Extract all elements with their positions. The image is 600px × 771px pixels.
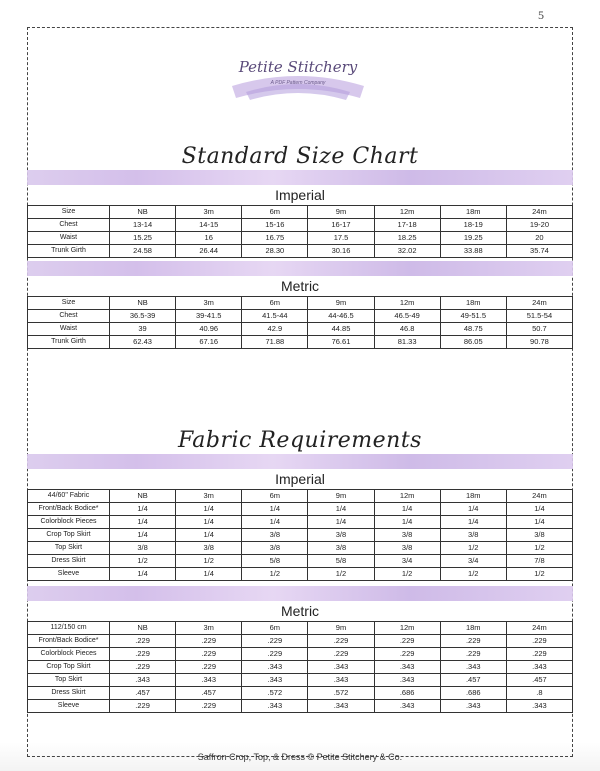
table-cell: 1/2 bbox=[506, 542, 572, 555]
table-header-cell: 24m bbox=[506, 297, 572, 310]
table-cell: 15-16 bbox=[242, 219, 308, 232]
table-header-row bbox=[28, 490, 573, 503]
table-cell: Top Skirt bbox=[28, 542, 110, 555]
table-cell: .229 bbox=[242, 635, 308, 648]
table-cell: .229 bbox=[374, 635, 440, 648]
table-cell: 33.88 bbox=[440, 245, 506, 258]
table-cell: 26.44 bbox=[176, 245, 242, 258]
table-cell: 17.5 bbox=[308, 232, 374, 245]
table-header-cell: 24m bbox=[506, 622, 572, 635]
table-cell: 1/4 bbox=[110, 516, 176, 529]
table-cell: 1/2 bbox=[308, 568, 374, 581]
table-cell: .343 bbox=[374, 700, 440, 713]
table-cell: 3/8 bbox=[308, 542, 374, 555]
table-header-cell: NB bbox=[110, 297, 176, 310]
table-row bbox=[28, 232, 573, 245]
table-cell: .229 bbox=[176, 635, 242, 648]
fabric-band bbox=[27, 454, 573, 469]
table-row bbox=[28, 568, 573, 581]
table-header-cell: 9m bbox=[308, 490, 374, 503]
table-cell: .343 bbox=[440, 700, 506, 713]
table-header-row bbox=[28, 622, 573, 635]
table-header-cell: NB bbox=[110, 622, 176, 635]
table-cell: 35.74 bbox=[506, 245, 572, 258]
table-cell: .343 bbox=[506, 700, 572, 713]
table-cell: Dress Skirt bbox=[28, 555, 110, 568]
logo-title: Petite Stitchery bbox=[238, 58, 358, 76]
table-cell: 3/8 bbox=[242, 542, 308, 555]
table-cell: 28.30 bbox=[242, 245, 308, 258]
table-cell: .343 bbox=[308, 674, 374, 687]
table-cell: Chest bbox=[28, 219, 110, 232]
table-header-cell: 9m bbox=[308, 206, 374, 219]
table-header-cell: 18m bbox=[440, 622, 506, 635]
table-cell: .229 bbox=[176, 661, 242, 674]
table-cell: 1/4 bbox=[242, 503, 308, 516]
table-cell: .229 bbox=[308, 635, 374, 648]
table-header-cell: 12m bbox=[374, 297, 440, 310]
table-cell: 42.9 bbox=[242, 323, 308, 336]
table-cell: 41.5-44 bbox=[242, 310, 308, 323]
fabric-metric-table bbox=[27, 621, 573, 713]
table-cell: 1/2 bbox=[440, 542, 506, 555]
table-header-cell: 24m bbox=[506, 490, 572, 503]
table-row bbox=[28, 555, 573, 568]
table-cell: 1/2 bbox=[440, 568, 506, 581]
table-cell: .229 bbox=[440, 648, 506, 661]
table-row bbox=[28, 687, 573, 700]
table-row bbox=[28, 219, 573, 232]
table-cell: .8 bbox=[506, 687, 572, 700]
table-cell: 18.25 bbox=[374, 232, 440, 245]
table-row bbox=[28, 310, 573, 323]
table-row bbox=[28, 648, 573, 661]
table-cell: .572 bbox=[308, 687, 374, 700]
table-cell: Colorblock Pieces bbox=[28, 516, 110, 529]
table-cell: Front/Back Bodice* bbox=[28, 635, 110, 648]
logo-subtitle: A PDF Pattern Company bbox=[270, 80, 326, 86]
table-row bbox=[28, 245, 573, 258]
table-cell: Waist bbox=[28, 232, 110, 245]
table-cell: Front/Back Bodice* bbox=[28, 503, 110, 516]
table-header-row bbox=[28, 297, 573, 310]
table-cell: .229 bbox=[176, 648, 242, 661]
table-cell: .343 bbox=[308, 700, 374, 713]
table-cell: 51.5-54 bbox=[506, 310, 572, 323]
table-cell: 36.5-39 bbox=[110, 310, 176, 323]
table-cell: 3/8 bbox=[176, 542, 242, 555]
table-cell: .229 bbox=[308, 648, 374, 661]
table-header-cell: 3m bbox=[176, 297, 242, 310]
table-cell: 3/8 bbox=[440, 529, 506, 542]
table-cell: 1/4 bbox=[176, 568, 242, 581]
table-cell: .229 bbox=[110, 700, 176, 713]
size-chart-band bbox=[27, 170, 573, 185]
table-cell: 3/4 bbox=[374, 555, 440, 568]
table-header-cell: 3m bbox=[176, 622, 242, 635]
table-row bbox=[28, 635, 573, 648]
size-metric-label: Metric bbox=[280, 278, 320, 294]
table-header-row bbox=[28, 206, 573, 219]
table-cell: .343 bbox=[110, 674, 176, 687]
table-cell: 1/4 bbox=[110, 503, 176, 516]
table-cell: 39 bbox=[110, 323, 176, 336]
table-cell: 81.33 bbox=[374, 336, 440, 349]
table-cell: 1/4 bbox=[506, 503, 572, 516]
table-cell: .686 bbox=[440, 687, 506, 700]
table-cell: .229 bbox=[110, 635, 176, 648]
table-cell: 48.75 bbox=[440, 323, 506, 336]
size-imperial-table bbox=[27, 205, 573, 258]
table-cell: 30.16 bbox=[308, 245, 374, 258]
size-metric-table bbox=[27, 296, 573, 349]
fabric-metric-label: Metric bbox=[280, 603, 320, 619]
table-header-cell: 9m bbox=[308, 297, 374, 310]
table-cell: .343 bbox=[308, 661, 374, 674]
table-cell: 1/4 bbox=[308, 503, 374, 516]
table-cell: 14-15 bbox=[176, 219, 242, 232]
table-cell: Trunk Girth bbox=[28, 336, 110, 349]
table-cell: .229 bbox=[506, 648, 572, 661]
table-row bbox=[28, 674, 573, 687]
table-cell: .572 bbox=[242, 687, 308, 700]
table-cell: 1/4 bbox=[110, 568, 176, 581]
page-number: 5 bbox=[538, 8, 544, 22]
table-cell: 49-51.5 bbox=[440, 310, 506, 323]
table-cell: 71.88 bbox=[242, 336, 308, 349]
table-cell: 50.7 bbox=[506, 323, 572, 336]
table-cell: Crop Top Skirt bbox=[28, 529, 110, 542]
table-header-cell: 12m bbox=[374, 206, 440, 219]
table-cell: 1/4 bbox=[374, 503, 440, 516]
table-header-cell: 112/150 cm bbox=[28, 622, 110, 635]
table-cell: .343 bbox=[374, 674, 440, 687]
table-cell: 18-19 bbox=[440, 219, 506, 232]
table-cell: 1/4 bbox=[440, 503, 506, 516]
table-cell: 13-14 bbox=[110, 219, 176, 232]
table-header-cell: 3m bbox=[176, 490, 242, 503]
table-cell: 46.8 bbox=[374, 323, 440, 336]
table-cell: 39-41.5 bbox=[176, 310, 242, 323]
fabric-requirements-title: Fabric Requirements bbox=[178, 428, 422, 453]
table-cell: 3/8 bbox=[110, 542, 176, 555]
table-cell: 1/2 bbox=[110, 555, 176, 568]
table-cell: 3/8 bbox=[242, 529, 308, 542]
table-cell: 19-20 bbox=[506, 219, 572, 232]
table-cell: 1/4 bbox=[308, 516, 374, 529]
size-chart-title: Standard Size Chart bbox=[181, 144, 419, 169]
table-cell: .229 bbox=[110, 661, 176, 674]
table-cell: 1/4 bbox=[374, 516, 440, 529]
table-cell: .229 bbox=[374, 648, 440, 661]
table-cell: .229 bbox=[176, 700, 242, 713]
table-cell: .343 bbox=[374, 661, 440, 674]
table-cell: 1/4 bbox=[176, 516, 242, 529]
table-cell: .457 bbox=[506, 674, 572, 687]
table-cell: 17-18 bbox=[374, 219, 440, 232]
table-row bbox=[28, 336, 573, 349]
table-cell: 1/2 bbox=[374, 568, 440, 581]
table-cell: 32.02 bbox=[374, 245, 440, 258]
table-row bbox=[28, 503, 573, 516]
table-row bbox=[28, 516, 573, 529]
table-header-cell: 6m bbox=[242, 622, 308, 635]
table-cell: 3/8 bbox=[374, 529, 440, 542]
size-imperial-label: Imperial bbox=[275, 187, 325, 203]
table-cell: 5/8 bbox=[308, 555, 374, 568]
table-cell: 1/4 bbox=[176, 529, 242, 542]
table-cell: Colorblock Pieces bbox=[28, 648, 110, 661]
table-cell: .343 bbox=[506, 661, 572, 674]
table-cell: .457 bbox=[110, 687, 176, 700]
table-header-cell: 24m bbox=[506, 206, 572, 219]
table-cell: 19.25 bbox=[440, 232, 506, 245]
table-cell: 3/8 bbox=[374, 542, 440, 555]
table-cell: 1/4 bbox=[506, 516, 572, 529]
table-cell: 1/2 bbox=[506, 568, 572, 581]
table-cell: 1/2 bbox=[176, 555, 242, 568]
table-cell: .343 bbox=[242, 661, 308, 674]
table-cell: Crop Top Skirt bbox=[28, 661, 110, 674]
table-header-cell: 6m bbox=[242, 490, 308, 503]
table-cell: 16 bbox=[176, 232, 242, 245]
table-header-cell: NB bbox=[110, 206, 176, 219]
table-cell: 46.5-49 bbox=[374, 310, 440, 323]
table-header-cell: 6m bbox=[242, 297, 308, 310]
table-cell: 1/4 bbox=[110, 529, 176, 542]
footer-text: Saffron Crop, Top, & Dress © Petite Stitchery & Co. bbox=[197, 752, 403, 762]
table-row bbox=[28, 700, 573, 713]
table-cell: 3/8 bbox=[506, 529, 572, 542]
table-cell: 86.05 bbox=[440, 336, 506, 349]
table-header-cell: 12m bbox=[374, 490, 440, 503]
table-header-cell: 6m bbox=[242, 206, 308, 219]
table-header-cell: 9m bbox=[308, 622, 374, 635]
table-cell: 3/4 bbox=[440, 555, 506, 568]
table-cell: .457 bbox=[176, 687, 242, 700]
table-header-cell: 12m bbox=[374, 622, 440, 635]
table-cell: 90.78 bbox=[506, 336, 572, 349]
table-cell: .229 bbox=[440, 635, 506, 648]
table-cell: 67.16 bbox=[176, 336, 242, 349]
table-cell: .686 bbox=[374, 687, 440, 700]
table-cell: 15.25 bbox=[110, 232, 176, 245]
table-cell: Sleeve bbox=[28, 568, 110, 581]
table-cell: .343 bbox=[242, 674, 308, 687]
table-cell: .343 bbox=[440, 661, 506, 674]
table-header-cell: 18m bbox=[440, 206, 506, 219]
table-cell: 16-17 bbox=[308, 219, 374, 232]
table-cell: 76.61 bbox=[308, 336, 374, 349]
table-cell: 7/8 bbox=[506, 555, 572, 568]
fabric-imperial-label: Imperial bbox=[275, 471, 325, 487]
fabric-imperial-table bbox=[27, 489, 573, 581]
table-cell: .229 bbox=[242, 648, 308, 661]
table-cell: Waist bbox=[28, 323, 110, 336]
table-header-cell: Size bbox=[28, 206, 110, 219]
logo bbox=[228, 52, 368, 108]
table-cell: .343 bbox=[176, 674, 242, 687]
table-cell: Top Skirt bbox=[28, 674, 110, 687]
table-header-cell: 18m bbox=[440, 490, 506, 503]
table-header-cell: NB bbox=[110, 490, 176, 503]
table-row bbox=[28, 323, 573, 336]
table-cell: .457 bbox=[440, 674, 506, 687]
table-cell: 16.75 bbox=[242, 232, 308, 245]
table-cell: Chest bbox=[28, 310, 110, 323]
table-cell: Sleeve bbox=[28, 700, 110, 713]
table-cell: 1/4 bbox=[242, 516, 308, 529]
table-cell: 62.43 bbox=[110, 336, 176, 349]
table-header-cell: Size bbox=[28, 297, 110, 310]
table-header-cell: 18m bbox=[440, 297, 506, 310]
table-cell: 1/4 bbox=[440, 516, 506, 529]
table-header-cell: 3m bbox=[176, 206, 242, 219]
table-row bbox=[28, 661, 573, 674]
table-cell: 40.96 bbox=[176, 323, 242, 336]
table-cell: Trunk Girth bbox=[28, 245, 110, 258]
size-metric-band bbox=[27, 261, 573, 276]
fabric-metric-band bbox=[27, 586, 573, 601]
table-cell: 24.58 bbox=[110, 245, 176, 258]
table-cell: 1/2 bbox=[242, 568, 308, 581]
table-cell: 1/4 bbox=[176, 503, 242, 516]
table-cell: .229 bbox=[110, 648, 176, 661]
table-header-cell: 44/60" Fabric bbox=[28, 490, 110, 503]
table-cell: Dress Skirt bbox=[28, 687, 110, 700]
table-cell: 44.85 bbox=[308, 323, 374, 336]
table-cell: 5/8 bbox=[242, 555, 308, 568]
table-cell: .343 bbox=[242, 700, 308, 713]
table-cell: .229 bbox=[506, 635, 572, 648]
table-cell: 3/8 bbox=[308, 529, 374, 542]
table-row bbox=[28, 529, 573, 542]
table-cell: 44-46.5 bbox=[308, 310, 374, 323]
table-row bbox=[28, 542, 573, 555]
table-cell: 20 bbox=[506, 232, 572, 245]
